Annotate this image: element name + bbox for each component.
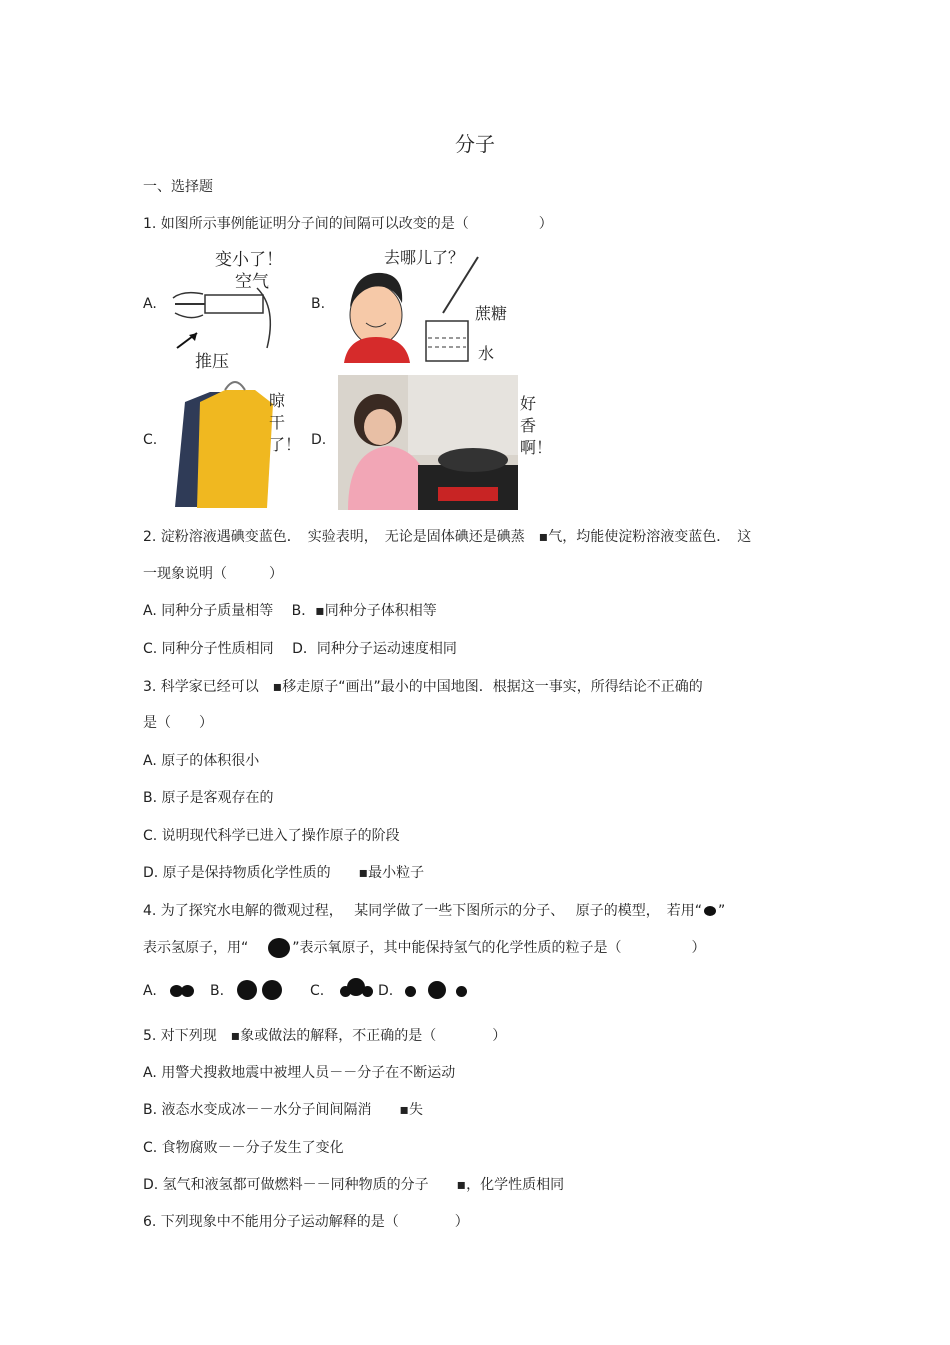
hydrogen-atom-symbol bbox=[704, 906, 716, 916]
question-5-option-d: D. 氢气和液氢都可做燃料－－同种物质的分子 ▪，化学性质相同 bbox=[143, 1177, 565, 1193]
question-2-options-cd: C. 同种分子性质相同 D．同种分子运动速度相同 bbox=[143, 641, 457, 657]
q4-d-hydrogen-2 bbox=[456, 986, 467, 997]
q1-b-caption-sugar: 蔗糖 bbox=[475, 304, 508, 323]
q1-cooking-photo bbox=[338, 375, 553, 510]
q4-c-hydrogen-2 bbox=[362, 986, 373, 997]
q4-d-oxygen bbox=[428, 981, 446, 999]
q4-option-a-label: A. bbox=[143, 983, 157, 999]
q1-a-caption-smaller: 变小了！ bbox=[215, 250, 283, 270]
q4-stem1-text: 4. 为了探究水电解的微观过程， 某同学做了一些下图所示的分子、 原子的模型， 若用“ bbox=[143, 903, 702, 919]
q4-option-b-label: B. bbox=[210, 983, 225, 999]
q4-b-atom-2 bbox=[262, 980, 282, 1000]
q1-b-caption-water: 水 bbox=[478, 344, 495, 363]
q1-a-caption-push: 推压 bbox=[195, 352, 229, 372]
q1-clothes-drying-image bbox=[165, 372, 302, 512]
question-5-option-c: C. 食物腐败－－分子发生了变化 bbox=[143, 1140, 344, 1156]
question-3-option-d: D. 原子是保持物质化学性质的 ▪最小粒子 bbox=[143, 865, 425, 881]
question-2-stem-line1: 2. 淀粉溶液遇碘变蓝色． 实验表明， 无论是固体碘还是碘蒸 ▪气，均能使淀粉溶液变蓝色． 这 bbox=[143, 529, 752, 545]
question-3-stem-line1: 3. 科学家已经可以 ▪移走原子“画出”最小的中国地图．根据这一事实，所得结论不正确的 bbox=[143, 679, 703, 695]
q1-option-b-label: B. bbox=[311, 296, 326, 312]
question-6-stem: 6. 下列现象中不能用分子运动解释的是（ ） bbox=[143, 1214, 469, 1230]
q1-a-caption-air: 空气 bbox=[235, 272, 269, 292]
question-2-stem-line2: 一现象说明（ ） bbox=[143, 566, 283, 582]
question-4-stem-line2 bbox=[143, 937, 706, 958]
q4-d-hydrogen-1 bbox=[405, 986, 416, 997]
question-2-options-ab: A. 同种分子质量相等 B．▪同种分子体积相等 bbox=[143, 603, 437, 619]
q4-stem2-text: 表示氢原子，用“ bbox=[143, 940, 249, 956]
q4-b-atom-1 bbox=[237, 980, 257, 1000]
question-5-option-b: B. 液态水变成冰－－水分子间间隔消 ▪失 bbox=[143, 1102, 423, 1118]
q1-sugar-water-image bbox=[338, 243, 513, 368]
q4-stem2-rest: ”表示氧原子，其中能保持氢气的化学性质的粒子是（ ） bbox=[292, 940, 706, 956]
question-3-option-b: B. 原子是客观存在的 bbox=[143, 790, 274, 806]
question-5-option-a: A. 用警犬搜救地震中被埋人员－－分子在不断运动 bbox=[143, 1065, 456, 1081]
q1-d-caption-smell: 好香啊！ bbox=[520, 394, 553, 457]
q1-option-c-label: C. bbox=[143, 432, 158, 448]
q1-c-caption-dry: 晾干了！ bbox=[269, 391, 302, 454]
q1-option-a-label: A. bbox=[143, 296, 157, 312]
q4-option-c-label: C. bbox=[310, 983, 325, 999]
question-3-option-a: A. 原子的体积很小 bbox=[143, 753, 260, 769]
q1-b-caption-where: 去哪儿了？ bbox=[384, 248, 465, 267]
question-3-option-c: C. 说明现代科学已进入了操作原子的阶段 bbox=[143, 828, 400, 844]
question-1-stem: 1. 如图所示事例能证明分子间的间隔可以改变的是（ ） bbox=[143, 216, 553, 232]
question-3-stem-line2: 是（ ） bbox=[143, 715, 213, 731]
question-4-stem-line1 bbox=[143, 900, 725, 920]
q4-a-atom-2 bbox=[181, 985, 194, 997]
question-5-stem: 5. 对下列现 ▪象或做法的解释，不正确的是（ ） bbox=[143, 1028, 507, 1044]
page-title: 分子 bbox=[455, 132, 495, 156]
oxygen-atom-symbol bbox=[268, 938, 290, 958]
q4-option-d-label: D. bbox=[378, 983, 394, 999]
section-heading: 一、选择题 bbox=[143, 179, 213, 195]
q4-stem1-close: ” bbox=[717, 903, 726, 919]
q1-option-d-label: D. bbox=[311, 432, 327, 448]
q1-syringe-image bbox=[165, 243, 285, 372]
